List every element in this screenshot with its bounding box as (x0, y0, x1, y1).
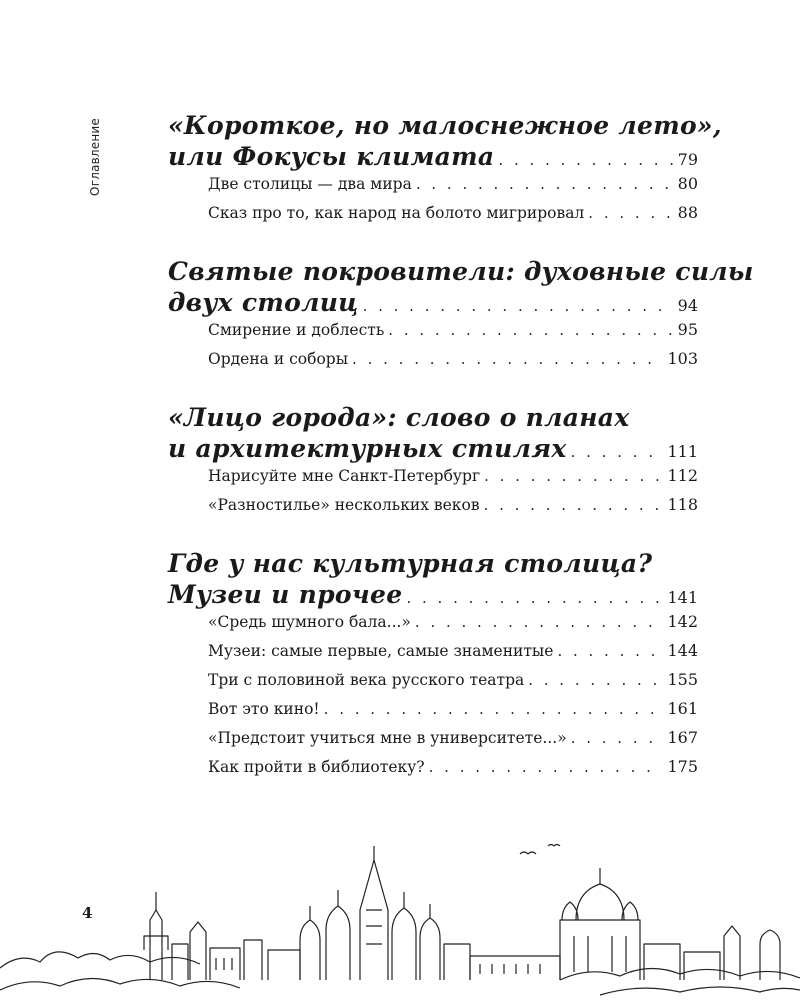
dot-leader (571, 443, 664, 461)
table-of-contents (168, 110, 754, 810)
page-number: 111 (667, 442, 698, 461)
page-number: 155 (667, 670, 698, 689)
subsection-entry[interactable] (168, 349, 698, 378)
page-number: 80 (677, 174, 698, 193)
page-number: 94 (677, 296, 698, 315)
page-number: 144 (667, 641, 698, 660)
dot-leader (416, 175, 674, 193)
dot-leader (352, 350, 663, 368)
chapter-title-line2: или Фокусы климата (168, 142, 495, 171)
dot-leader (484, 496, 664, 514)
city-skyline-illustration (0, 840, 800, 1000)
page-number: 79 (677, 150, 698, 169)
chapter-entry[interactable] (168, 288, 698, 320)
page-number: 167 (667, 728, 698, 747)
dot-leader (498, 151, 673, 169)
chapter-2 (168, 256, 754, 378)
subsection-entry[interactable] (168, 670, 698, 699)
subsection-entry[interactable] (168, 728, 698, 757)
subsection-title: «Средь шумного бала...» (208, 613, 411, 631)
dot-leader (557, 642, 663, 660)
page-number: 103 (667, 349, 698, 368)
page-number: 161 (667, 699, 698, 718)
subsection-entry[interactable] (168, 174, 698, 203)
chapter-title-line2: двух столиц (168, 288, 359, 317)
subsection-title: Две столицы — два мира (208, 175, 412, 193)
subsection-title: «Предстоит учиться мне в университете...» (208, 729, 567, 747)
dot-leader (363, 297, 674, 315)
chapter-title-line1: Святые покровители: духовные силы (168, 257, 754, 286)
subsection-title: Ордена и соборы (208, 350, 349, 368)
subsection-title: Как пройти в библиотеку? (208, 758, 425, 776)
folio-page-number: 4 (82, 904, 93, 922)
page-number: 88 (677, 203, 698, 222)
chapter-4 (168, 548, 698, 786)
dot-leader (429, 758, 664, 776)
chapter-entry[interactable] (168, 434, 698, 466)
dot-leader (588, 204, 673, 222)
subsection-title: Сказ про то, как народ на болото мигрировал (208, 204, 585, 222)
subsection-entry[interactable] (168, 466, 698, 495)
subsection-entry[interactable] (168, 612, 698, 641)
chapter-title-line2: Музеи и прочее (168, 580, 403, 609)
chapter-1 (168, 110, 722, 232)
subsection-title: Нарисуйте мне Санкт-Петербург (208, 467, 481, 485)
chapter-entry[interactable] (168, 580, 698, 612)
page-number: 118 (667, 495, 698, 514)
page-number: 175 (667, 757, 698, 776)
dot-leader (406, 589, 663, 607)
chapter-title-line2: и архитектурных стилях (168, 434, 567, 463)
subsection-title: Вот это кино! (208, 700, 320, 718)
dot-leader (415, 613, 664, 631)
subsection-entry[interactable] (168, 203, 698, 232)
page-number: 141 (667, 588, 698, 607)
dot-leader (484, 467, 663, 485)
subsection-entry[interactable] (168, 495, 698, 524)
page-number: 142 (667, 612, 698, 631)
dot-leader (528, 671, 663, 689)
dot-leader (388, 321, 673, 339)
subsection-title: Три с половиной века русского театра (208, 671, 525, 689)
chapter-entry[interactable] (168, 142, 698, 174)
chapter-title-line1: «Короткое, но малоснежное лето», (168, 111, 722, 140)
subsection-entry[interactable] (168, 641, 698, 670)
subsection-entry[interactable] (168, 757, 698, 786)
subsection-title: Музеи: самые первые, самые знаменитые (208, 642, 554, 660)
subsection-title: Смирение и доблесть (208, 321, 385, 339)
chapter-3 (168, 402, 698, 524)
dot-leader (571, 729, 664, 747)
dot-leader (324, 700, 664, 718)
chapter-title-line1: «Лицо города»: слово о планах (168, 403, 630, 432)
subsection-title: «Разностилье» нескольких веков (208, 496, 480, 514)
page-number: 95 (677, 320, 698, 339)
page-number: 112 (667, 466, 698, 485)
section-label: Оглавление (88, 118, 102, 196)
chapter-title-line1: Где у нас культурная столица? (168, 549, 653, 578)
subsection-entry[interactable] (168, 699, 698, 728)
subsection-entry[interactable] (168, 320, 698, 349)
